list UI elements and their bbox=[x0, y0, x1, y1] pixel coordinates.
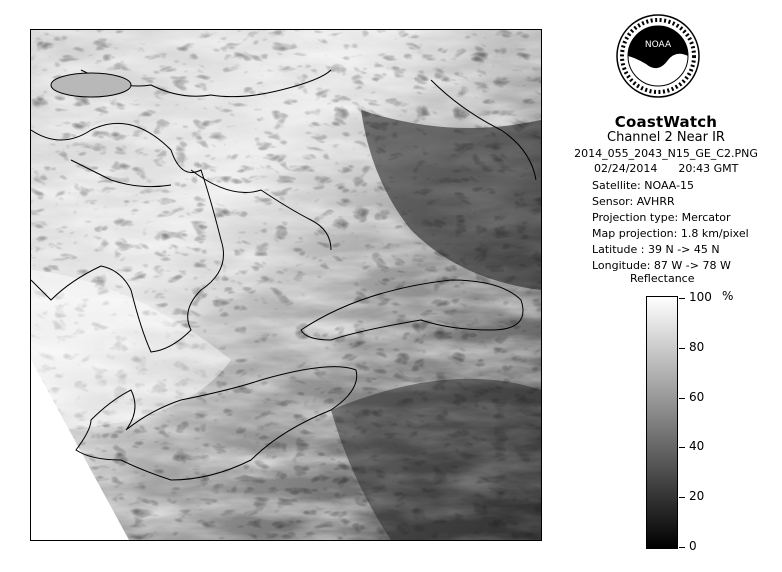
reflectance-colorbar bbox=[646, 296, 678, 549]
satellite-info: Satellite: NOAA-15 bbox=[592, 179, 695, 192]
noaa-logo-wordmark: NOAA bbox=[644, 40, 672, 50]
colorbar-tick-label: 80 bbox=[689, 339, 705, 354]
channel-subtitle: Channel 2 Near IR bbox=[607, 130, 725, 145]
legend-title: Reflectance bbox=[630, 272, 695, 285]
colorbar-tick bbox=[679, 497, 685, 498]
colorbar-tick-label: 100 bbox=[689, 290, 712, 304]
satellite-image bbox=[30, 29, 542, 541]
lake-outline bbox=[51, 73, 131, 97]
colorbar-tick bbox=[679, 447, 685, 448]
legend-unit: % bbox=[722, 289, 734, 303]
colorbar-tick-label: 60 bbox=[689, 389, 705, 404]
date-time bbox=[594, 162, 738, 175]
satellite-image-svg bbox=[31, 30, 541, 540]
time-value: 20:43 GMT bbox=[678, 162, 739, 175]
app-title: CoastWatch bbox=[614, 113, 718, 131]
noaa-logo bbox=[616, 14, 700, 98]
colorbar-tick-label: 0 bbox=[689, 539, 697, 553]
longitude-info: Longitude: 87 W -> 78 W bbox=[592, 259, 731, 272]
map-projection-info: Map projection: 1.8 km/pixel bbox=[592, 227, 749, 240]
colorbar-tick-label: 40 bbox=[689, 439, 705, 454]
colorbar-tick bbox=[679, 398, 685, 399]
colorbar-tick-label: 20 bbox=[689, 489, 705, 504]
noaa-logo-svg bbox=[616, 14, 700, 98]
sensor-info: Sensor: AVHRR bbox=[592, 195, 675, 208]
projection-type-info: Projection type: Mercator bbox=[592, 211, 731, 224]
colorbar-tick bbox=[679, 348, 685, 349]
date-value: 02/24/2014 bbox=[594, 162, 658, 175]
colorbar-tick bbox=[679, 547, 685, 548]
latitude-info: Latitude : 39 N -> 45 N bbox=[592, 243, 720, 256]
colorbar-tick bbox=[679, 298, 685, 299]
file-name: 2014_055_2043_N15_GE_C2.PNG bbox=[574, 147, 758, 160]
